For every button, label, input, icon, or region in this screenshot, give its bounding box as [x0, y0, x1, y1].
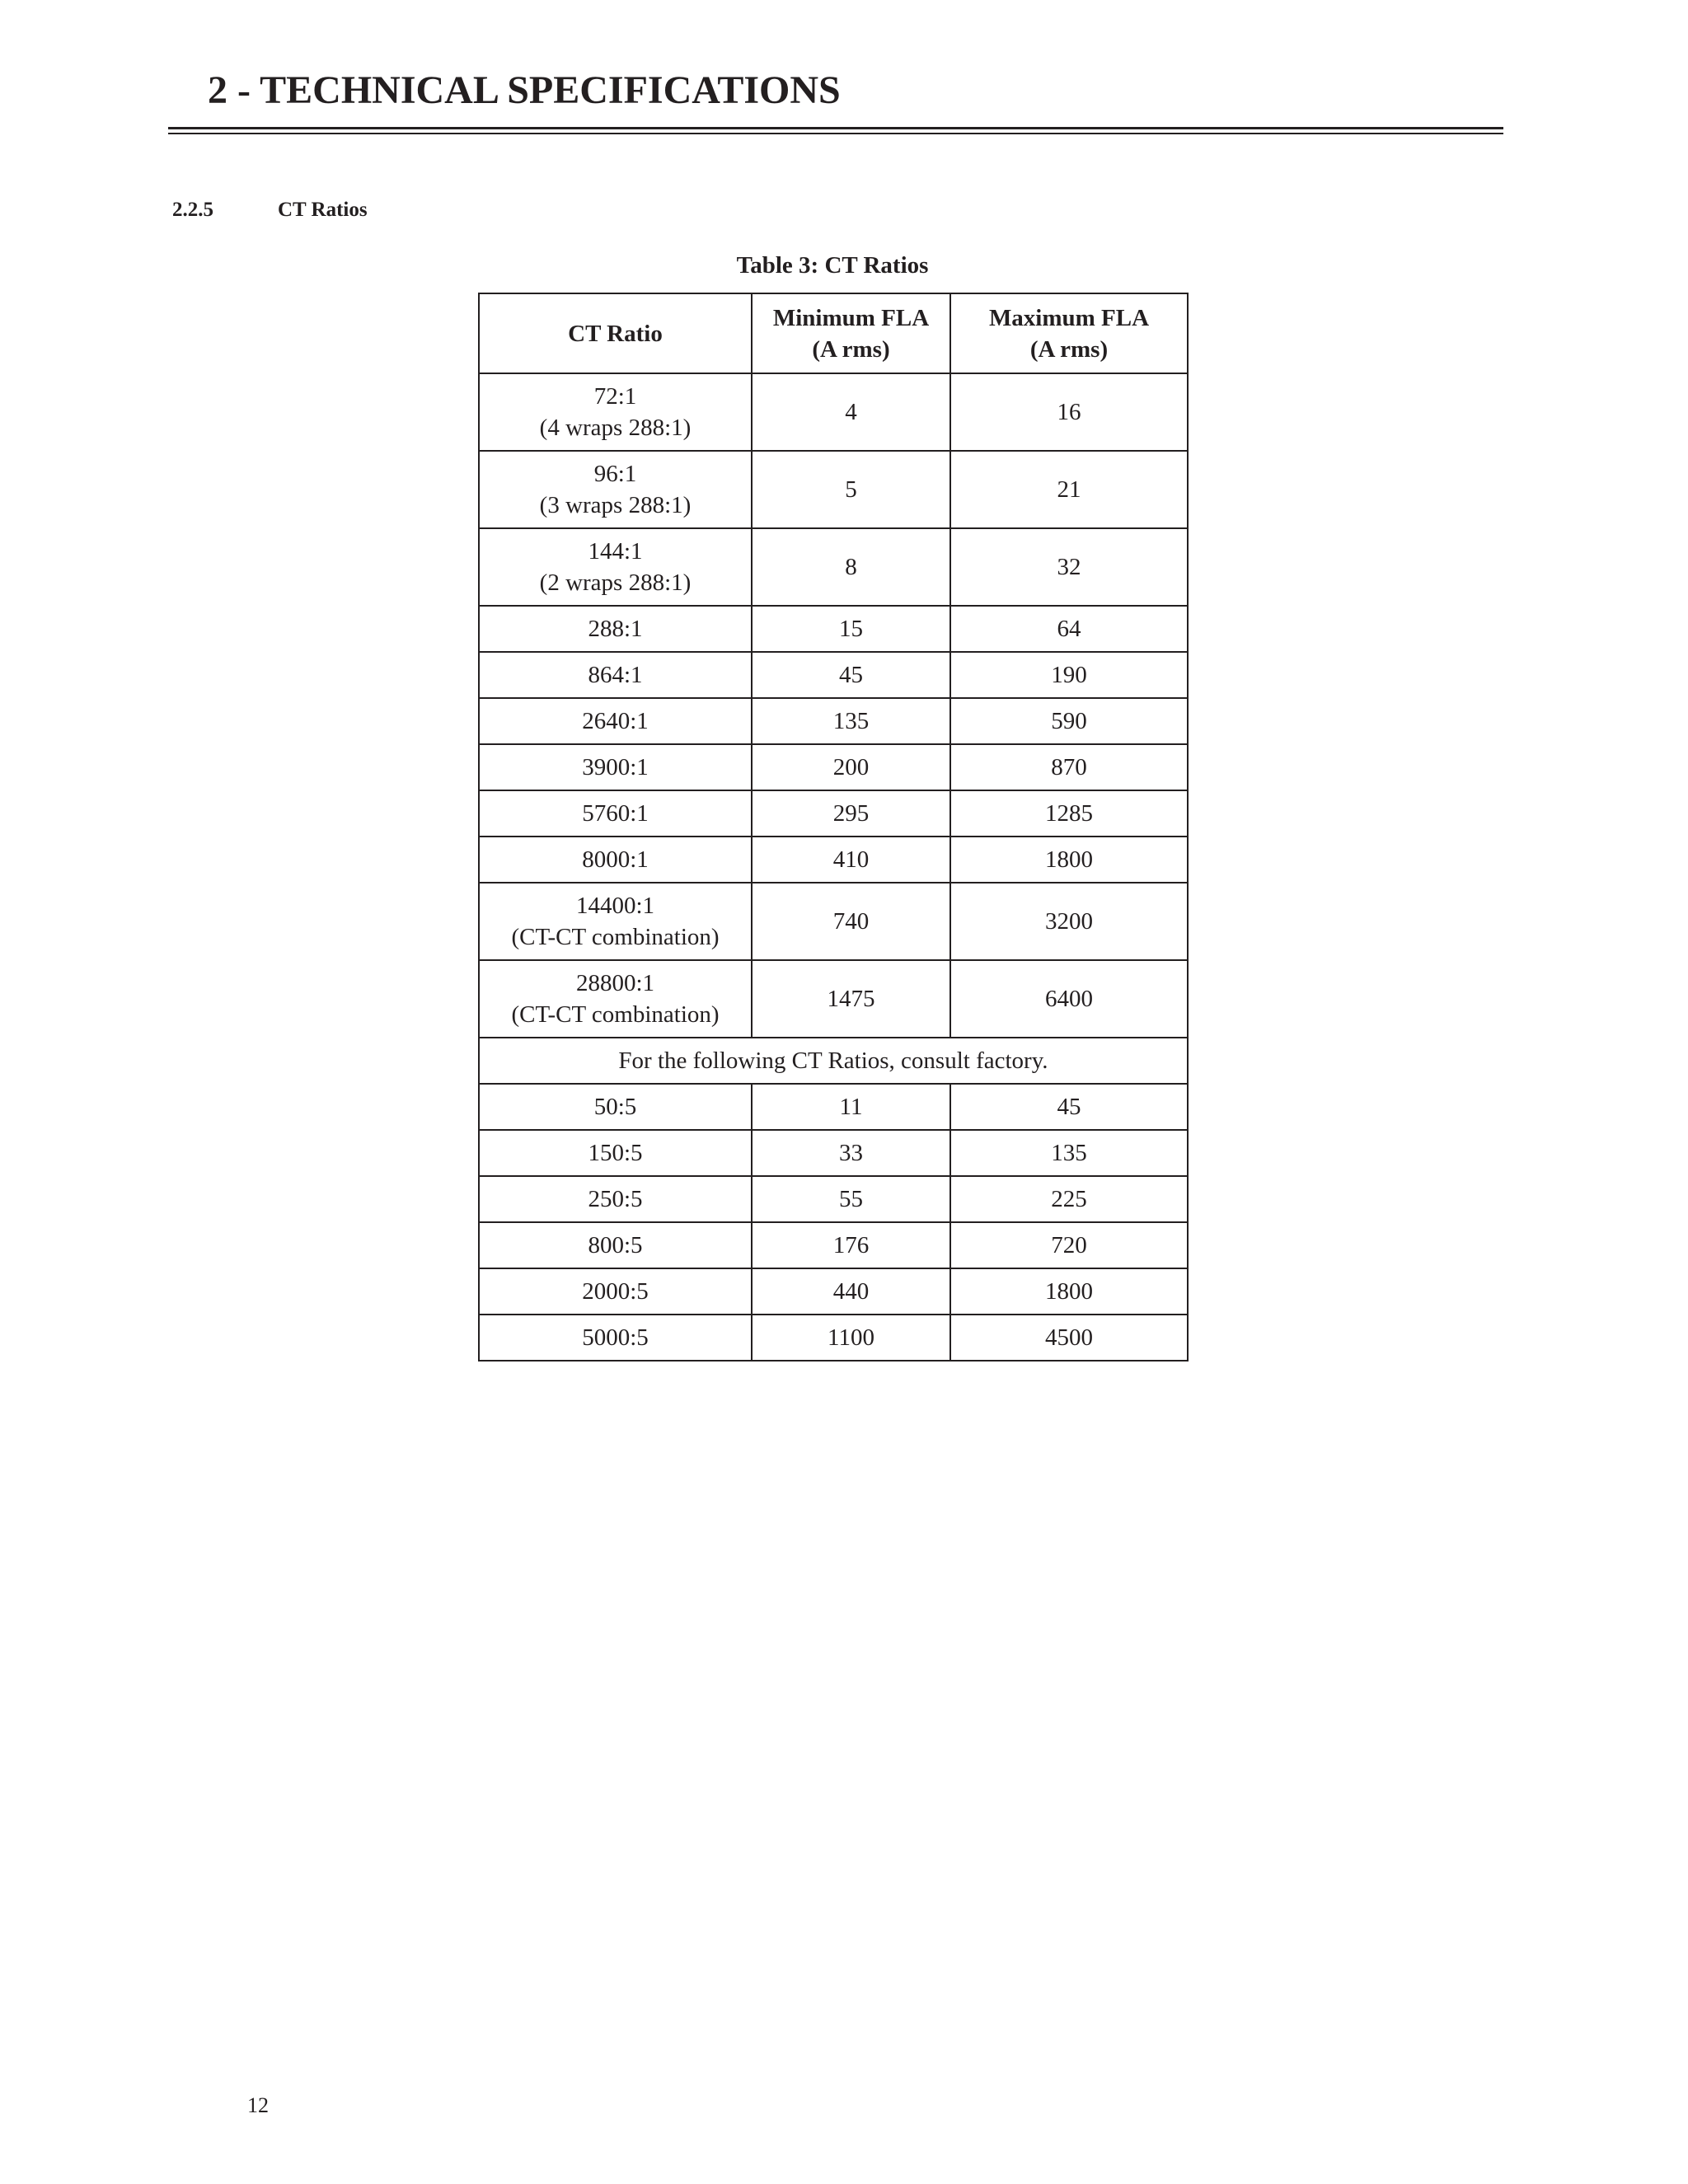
ct-ratio-cell: 28800:1 (CT-CT combination) — [479, 960, 752, 1038]
minimum-fla-cell: 1475 — [752, 960, 950, 1038]
ct-ratio-cell: 14400:1 (CT-CT combination) — [479, 883, 752, 960]
maximum-fla-cell: 45 — [950, 1084, 1188, 1130]
maximum-fla-cell: 3200 — [950, 883, 1188, 960]
minimum-fla-cell: 5 — [752, 451, 950, 528]
ct-ratio-cell: 50:5 — [479, 1084, 752, 1130]
section-title: CT Ratios — [278, 199, 368, 221]
table-row — [479, 1315, 1188, 1361]
ct-ratio-cell: 2640:1 — [479, 698, 752, 744]
maximum-fla-cell: 1800 — [950, 837, 1188, 883]
ct-ratio-cell: 3900:1 — [479, 744, 752, 790]
minimum-fla-cell: 295 — [752, 790, 950, 837]
maximum-fla-cell: 190 — [950, 652, 1188, 698]
minimum-fla-cell: 740 — [752, 883, 950, 960]
table-row — [479, 451, 1188, 528]
table-row — [479, 1130, 1188, 1176]
maximum-fla-cell: 1800 — [950, 1268, 1188, 1315]
minimum-fla-cell: 8 — [752, 528, 950, 606]
table-row — [479, 1176, 1188, 1222]
ct-ratio-cell: 864:1 — [479, 652, 752, 698]
table-row — [479, 606, 1188, 652]
minimum-fla-cell: 4 — [752, 373, 950, 451]
minimum-fla-cell: 135 — [752, 698, 950, 744]
maximum-fla-cell: 590 — [950, 698, 1188, 744]
table-row — [479, 744, 1188, 790]
table-row — [479, 960, 1188, 1038]
table-row — [479, 373, 1188, 451]
table-row — [479, 1084, 1188, 1130]
header-rule-top — [168, 127, 1503, 129]
minimum-fla-cell: 11 — [752, 1084, 950, 1130]
chapter-title: 2 - TECHNICAL SPECIFICATIONS — [208, 68, 841, 112]
maximum-fla-cell: 870 — [950, 744, 1188, 790]
ct-ratio-cell: 144:1 (2 wraps 288:1) — [479, 528, 752, 606]
ct-ratio-cell: 8000:1 — [479, 837, 752, 883]
table-row — [479, 790, 1188, 837]
table-row — [479, 883, 1188, 960]
maximum-fla-cell: 6400 — [950, 960, 1188, 1038]
ct-ratio-cell: 800:5 — [479, 1222, 752, 1268]
minimum-fla-cell: 410 — [752, 837, 950, 883]
ct-ratio-cell: 5760:1 — [479, 790, 752, 837]
maximum-fla-cell: 135 — [950, 1130, 1188, 1176]
maximum-fla-cell: 720 — [950, 1222, 1188, 1268]
ct-ratio-cell: 150:5 — [479, 1130, 752, 1176]
minimum-fla-cell: 200 — [752, 744, 950, 790]
ct-ratio-cell: 96:1 (3 wraps 288:1) — [479, 451, 752, 528]
ct-ratio-cell: 2000:5 — [479, 1268, 752, 1315]
table-row — [479, 1222, 1188, 1268]
table-row — [479, 698, 1188, 744]
ct-ratio-cell: 72:1 (4 wraps 288:1) — [479, 373, 752, 451]
minimum-fla-cell: 176 — [752, 1222, 950, 1268]
maximum-fla-cell: 1285 — [950, 790, 1188, 837]
ct-ratio-cell: 288:1 — [479, 606, 752, 652]
column-header-maximum-fla: Maximum FLA (A rms) — [950, 293, 1188, 373]
maximum-fla-cell: 32 — [950, 528, 1188, 606]
ct-ratio-cell: 250:5 — [479, 1176, 752, 1222]
minimum-fla-cell: 1100 — [752, 1315, 950, 1361]
section-heading — [172, 198, 368, 223]
table-header-row — [479, 293, 1188, 373]
ct-ratios-table — [478, 293, 1189, 1361]
minimum-fla-cell: 33 — [752, 1130, 950, 1176]
table-row — [479, 528, 1188, 606]
maximum-fla-cell: 225 — [950, 1176, 1188, 1222]
column-header-ct-ratio: CT Ratio — [479, 293, 752, 373]
header-rule-bottom — [168, 133, 1503, 134]
consult-factory-row — [479, 1038, 1188, 1084]
maximum-fla-cell: 64 — [950, 606, 1188, 652]
table-row — [479, 837, 1188, 883]
minimum-fla-cell: 440 — [752, 1268, 950, 1315]
page-number: 12 — [247, 2093, 269, 2117]
maximum-fla-cell: 16 — [950, 373, 1188, 451]
table-row — [479, 652, 1188, 698]
minimum-fla-cell: 15 — [752, 606, 950, 652]
table-row — [479, 1268, 1188, 1315]
maximum-fla-cell: 21 — [950, 451, 1188, 528]
maximum-fla-cell: 4500 — [950, 1315, 1188, 1361]
minimum-fla-cell: 45 — [752, 652, 950, 698]
section-number: 2.2.5 — [172, 199, 213, 221]
minimum-fla-cell: 55 — [752, 1176, 950, 1222]
ct-ratio-cell: 5000:5 — [479, 1315, 752, 1361]
consult-factory-note: For the following CT Ratios, consult factory. — [479, 1038, 1188, 1084]
column-header-minimum-fla: Minimum FLA (A rms) — [752, 293, 950, 373]
table-caption: Table 3: CT Ratios — [736, 252, 929, 279]
